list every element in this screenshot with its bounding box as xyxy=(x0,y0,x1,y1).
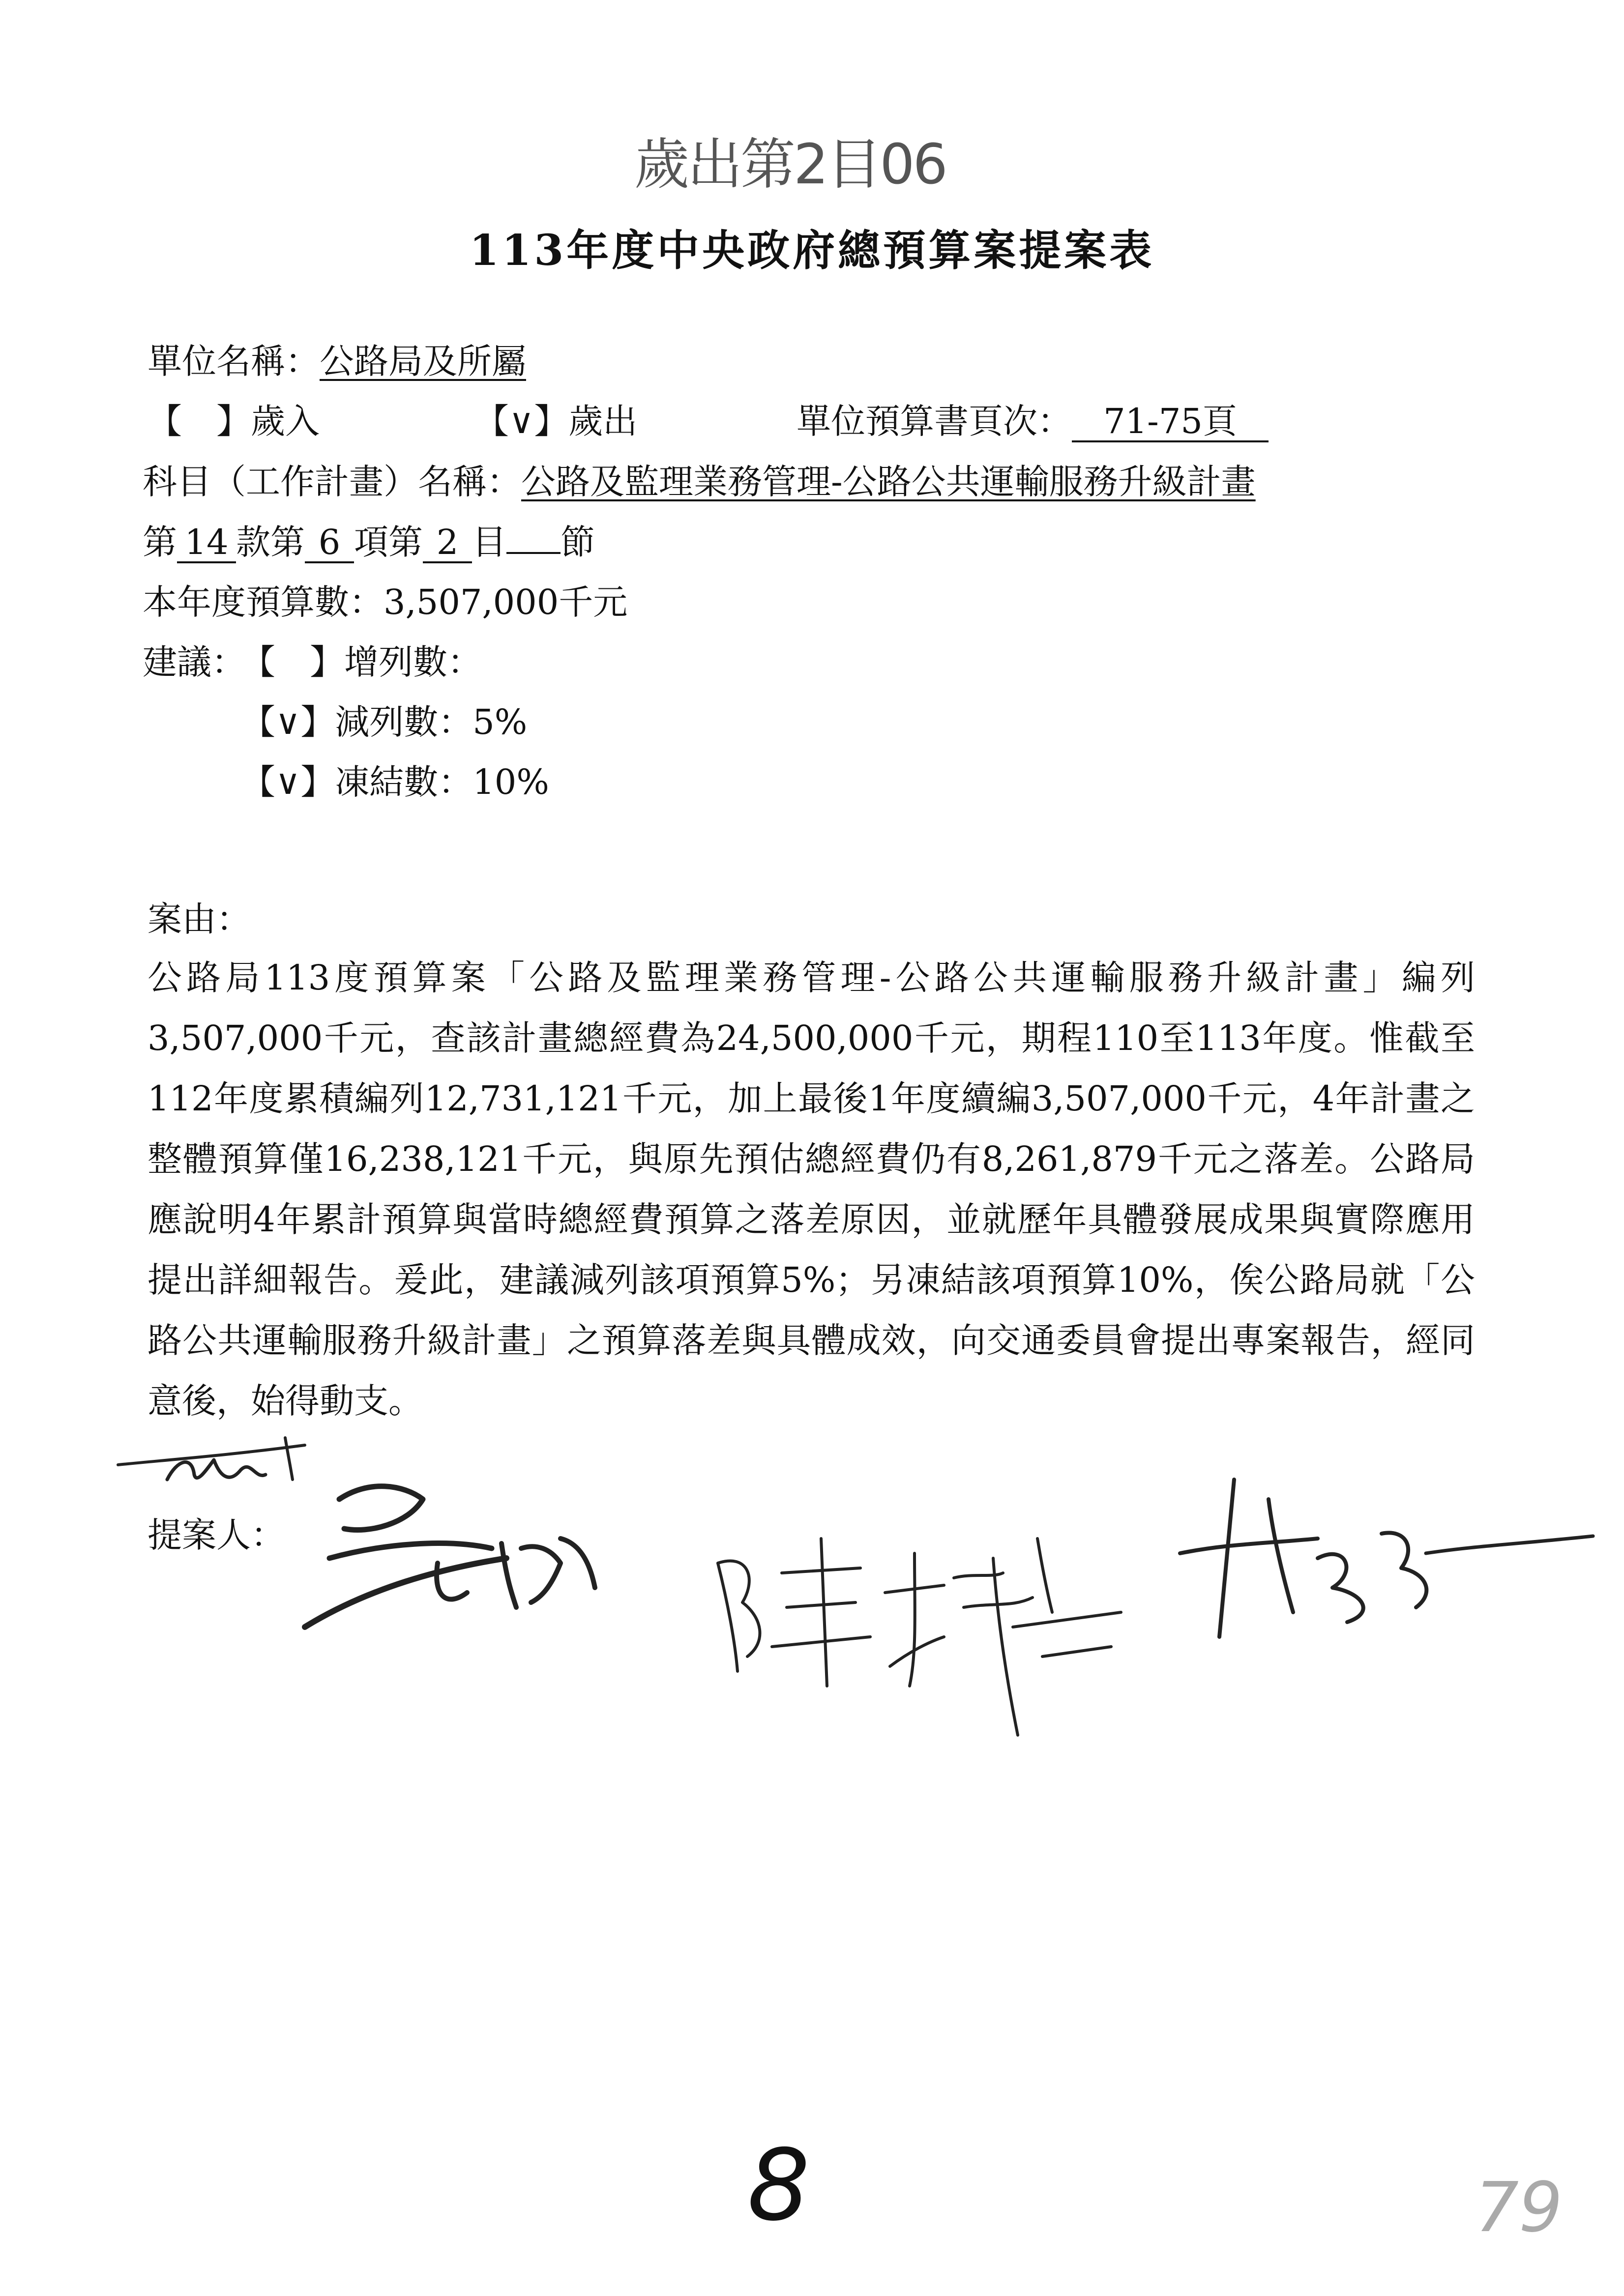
expense-option xyxy=(474,401,638,441)
reason-text: 公路局113度預算案「公路及監理業務管理-公路公共運輸服務升級計畫」編列3,507,000千元，查該計畫總經費為24,500,000千元，期程110至113年度。惟截至112年度累積編列12,731,121千元，加上最後1年度續編3,507,000千元，4年計畫之整體預算僅16,238,121千元，與原先預估總經費仍有8,261,879千元之落差。公路局應說明4年累計預算與當時總經費預算之落差原因，並就歷年具體發展成果與實際應用提出詳細報告。爰此，建議減列該項預算5%；另凍結該項預算10%，俟公路局就「公路公共運輸服務升級計畫」之預算落差與具體成效，向交通委員會提出專案報告，經同意後，始得動支。 xyxy=(148,958,1475,1421)
subject-value: 公路及監理業務管理-公路公共運輸服務升級計畫 xyxy=(521,462,1256,502)
mu-label: 目 xyxy=(472,522,506,562)
type-row xyxy=(148,401,320,441)
proposer-label: 提案人： xyxy=(148,1515,285,1555)
mu-number: 2 xyxy=(423,525,472,563)
freeze-checkbox: 【∨】 xyxy=(241,762,335,802)
expense-checkbox: 【∨】 xyxy=(474,401,569,441)
suggestion-increase xyxy=(241,642,482,682)
section-prefix: 第 xyxy=(143,522,177,562)
income-checkbox: 【 】 xyxy=(148,401,251,441)
income-label: 歲入 xyxy=(251,401,320,441)
increase-label: 增列數： xyxy=(344,642,482,682)
handwritten-category-stamp: 歲出第2目06 xyxy=(634,133,946,197)
xiang-label: 項第 xyxy=(354,522,423,562)
subject-row xyxy=(143,462,1256,502)
freeze-value: 10% xyxy=(472,762,549,802)
unit-label: 單位名稱： xyxy=(148,341,320,381)
decrease-checkbox: 【∨】 xyxy=(241,702,335,742)
pages-label: 單位預算書頁次： xyxy=(797,401,1072,441)
expense-label: 歲出 xyxy=(568,401,638,441)
suggestion-freeze xyxy=(241,762,549,802)
kuan-label: 款第 xyxy=(236,522,305,562)
unit-row xyxy=(148,341,526,381)
corner-page-number: 79 xyxy=(1475,2168,1563,2248)
jie-number xyxy=(506,550,561,554)
page-number: 8 xyxy=(747,2128,810,2243)
suggestion-decrease xyxy=(241,702,528,742)
freeze-label: 凍結數： xyxy=(335,762,473,802)
budget-pages xyxy=(797,401,1269,442)
decrease-value: 5% xyxy=(472,702,528,742)
kuan-number: 14 xyxy=(177,525,236,563)
budget-label: 本年度預算數： xyxy=(143,582,384,622)
xiang-number: 6 xyxy=(305,525,354,563)
budget-value: 3,507,000千元 xyxy=(384,582,628,622)
signature-1 xyxy=(285,1470,620,1642)
decrease-label: 減列數： xyxy=(335,702,473,742)
budget-row xyxy=(143,582,628,622)
section-row xyxy=(143,522,595,563)
increase-checkbox: 【 】 xyxy=(241,642,344,682)
suggestion-label: 建議： xyxy=(143,642,246,682)
jie-label: 節 xyxy=(561,522,595,562)
signature-3 xyxy=(1170,1450,1603,1657)
unit-value: 公路局及所屬 xyxy=(320,341,526,381)
reason-label: 案由： xyxy=(148,899,251,939)
page-title: 113年度中央政府總預算案提案表 xyxy=(469,226,1155,275)
pages-value: 71-75頁 xyxy=(1072,404,1269,442)
subject-label: 科目（工作計畫）名稱： xyxy=(143,462,521,502)
signature-2 xyxy=(698,1480,1131,1745)
